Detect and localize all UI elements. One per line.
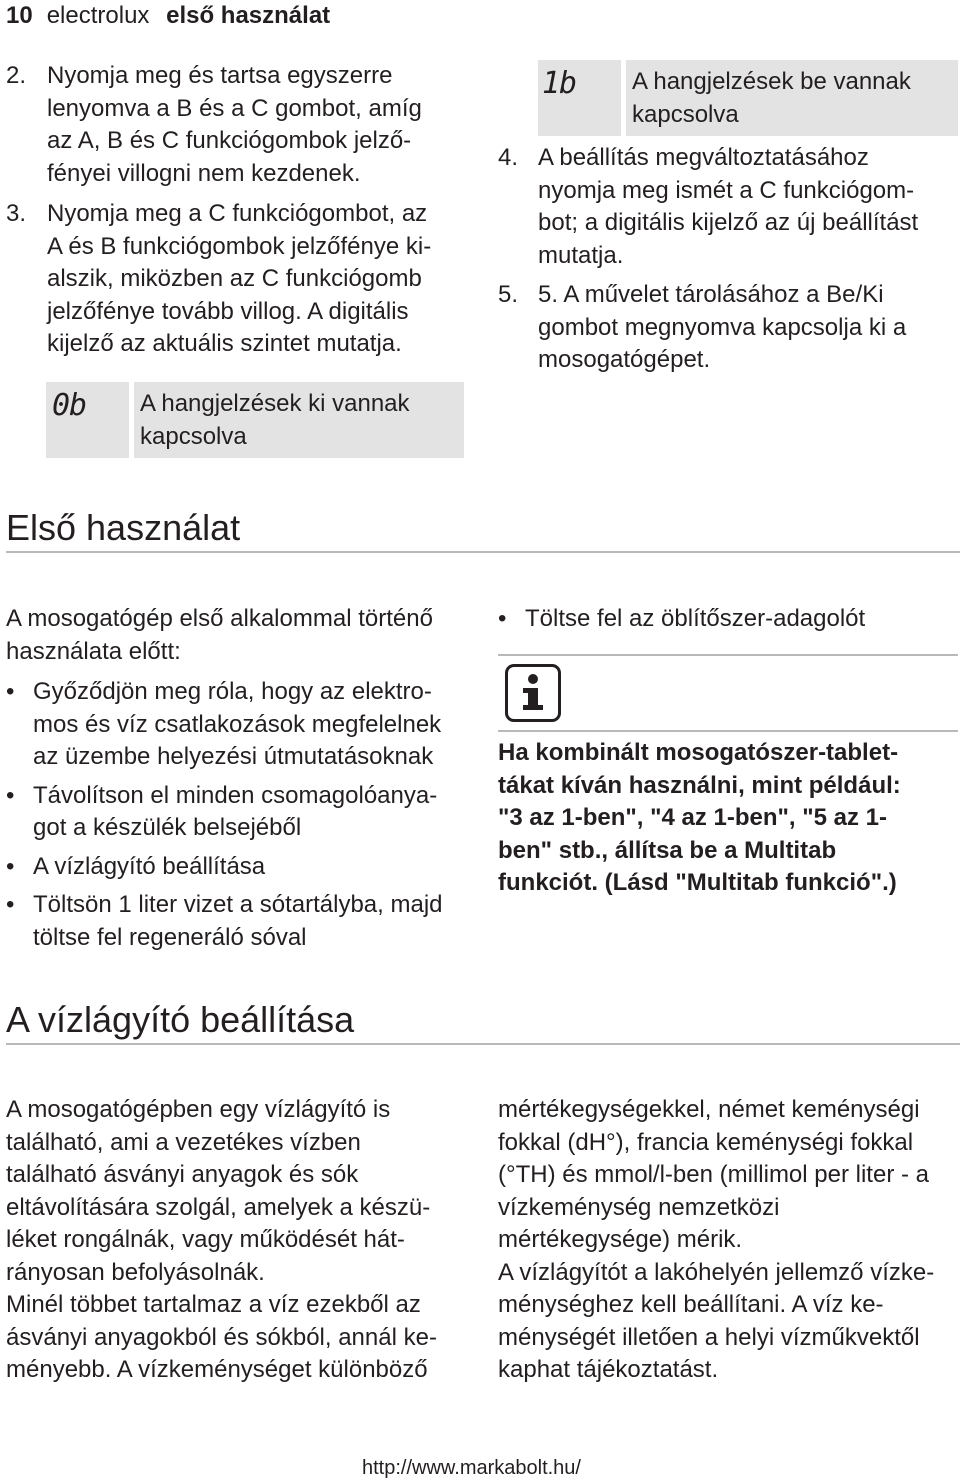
rinse-aid-item bbox=[498, 603, 960, 636]
page-header bbox=[6, 0, 330, 32]
list-item-line: az üzembe helyezési útmutatásoknak bbox=[33, 743, 434, 770]
sound-off-text: kapcsolva bbox=[140, 422, 247, 450]
note-line: tákat kíván használni, mint például: bbox=[498, 771, 901, 799]
list-item-line: • Töltse fel az öblítőszer-adagolót bbox=[525, 605, 866, 632]
step-3-line: A és B funkciógombok jelzőfénye ki- bbox=[47, 232, 432, 260]
paragraph-line: A vízlágyítót a lakóhelyén jellemző vízke- bbox=[498, 1258, 935, 1286]
step-5-number: 5. bbox=[498, 281, 519, 308]
list-item-line: mos és víz csatlakozások megfelelnek bbox=[33, 710, 442, 738]
step-4 bbox=[498, 142, 958, 272]
section-divider bbox=[6, 1043, 960, 1045]
sound-on-box bbox=[538, 60, 958, 136]
paragraph-line: ásványi anyagokból és sókból, annál ke- bbox=[6, 1323, 437, 1351]
step-3-line: alszik, miközben az C funkciógomb bbox=[47, 265, 422, 292]
step-2-line: az A, B és C funkciógombok jelző- bbox=[47, 127, 412, 154]
section-label: első használat bbox=[166, 2, 331, 29]
list-item bbox=[6, 780, 472, 845]
step-2-number: 2. bbox=[6, 62, 27, 89]
sound-off-box bbox=[46, 382, 464, 458]
text-cell bbox=[134, 382, 464, 458]
step-5-line: gombot megnyomva kapcsolja ki a bbox=[538, 313, 907, 341]
list-item-line: • Töltsön 1 liter vizet a sótartályba, majd bbox=[33, 891, 443, 918]
step-3-line: kijelző az aktuális szintet mutatja. bbox=[47, 330, 402, 357]
paragraph-line: léket rongálnák, vagy működését hát- bbox=[6, 1226, 405, 1253]
paragraph-line: mértékegységekkel, német keménységi bbox=[498, 1096, 920, 1123]
brand-name: electrolux bbox=[46, 2, 150, 29]
paragraph-line: ménységét illetően a helyi vízműkvektől bbox=[498, 1323, 920, 1351]
list-item bbox=[6, 851, 472, 884]
intro-line: A mosogatógép első alkalommal történő bbox=[6, 605, 433, 632]
page-number: 10 bbox=[6, 2, 33, 29]
list-item-line: • Távolítson el minden csomagolóanya- bbox=[33, 781, 438, 809]
paragraph-line: kaphat tájékoztatást. bbox=[498, 1356, 719, 1383]
paragraph-line: eltávolítására szolgál, amelyek a készü- bbox=[6, 1193, 431, 1221]
list-item-line: got a készülék belsejéből bbox=[33, 814, 302, 841]
footer-url[interactable]: http://www.markabolt.hu/ bbox=[362, 1457, 581, 1479]
water-softener-left-column bbox=[6, 1094, 472, 1387]
step-4-line: bot; a digitális kijelző az új beállítást bbox=[538, 209, 919, 236]
step-2-line: fényei villogni nem kezdenek. bbox=[47, 159, 361, 187]
water-softener-right-column bbox=[498, 1094, 960, 1387]
list-item-line: • Győződjön meg róla, hogy az elektro- bbox=[33, 678, 432, 705]
info-icon bbox=[505, 664, 561, 722]
step-3 bbox=[6, 198, 466, 361]
step-3-line: Nyomja meg a C funkciógombot, az bbox=[47, 200, 428, 227]
text-cell bbox=[626, 60, 958, 136]
note-line: ben" stb., állítsa be a Multitab bbox=[498, 836, 837, 864]
note-line: Ha kombinált mosogatószer-tablet- bbox=[498, 739, 899, 766]
step-5 bbox=[498, 279, 958, 377]
section-title-first-use: Első használat bbox=[6, 507, 241, 548]
step-4-line: nyomja meg ismét a C funkciógom- bbox=[538, 176, 915, 204]
paragraph-line: Minél többet tartalmaz a víz ezekből az bbox=[6, 1291, 421, 1318]
list-item bbox=[6, 889, 472, 954]
paragraph-line: mértékegysége) mérik. bbox=[498, 1226, 743, 1253]
list-item-line: töltse fel regeneráló sóval bbox=[33, 923, 307, 951]
multitab-note bbox=[498, 737, 960, 900]
section-divider bbox=[6, 551, 960, 553]
paragraph-line: (°TH) és mmol/l-ben (millimol per liter - a bbox=[498, 1161, 929, 1188]
paragraph-line: fokkal (dH°), francia keménységi fokkal bbox=[498, 1128, 914, 1156]
info-divider-top bbox=[498, 654, 958, 656]
sound-off-text: A hangjelzések ki vannak bbox=[140, 390, 410, 417]
step-4-line: A beállítás megváltoztatásához bbox=[538, 144, 869, 171]
note-line: funkciót. (Lásd "Multitab funkció".) bbox=[498, 869, 897, 896]
note-line: "3 az 1-ben", "4 az 1-ben", "5 az 1- bbox=[498, 804, 888, 831]
step-4-line: mutatja. bbox=[538, 241, 624, 269]
display-cell bbox=[538, 60, 621, 136]
intro-line: használata előtt: bbox=[6, 637, 181, 665]
paragraph-line: ményebb. A vízkeménységet különböző bbox=[6, 1356, 428, 1383]
list-item-line: • A vízlágyító beállítása bbox=[33, 852, 266, 880]
paragraph-line: található, ami a vezetékes vízben bbox=[6, 1128, 361, 1156]
sound-on-text: kapcsolva bbox=[632, 100, 739, 128]
digital-display-off: 0b bbox=[52, 388, 87, 423]
paragraph-line: ménységhez kell beállítani. A víz ke- bbox=[498, 1291, 884, 1318]
first-use-left-column bbox=[6, 603, 472, 954]
info-divider-bottom bbox=[498, 730, 958, 732]
display-cell bbox=[46, 382, 129, 458]
step-4-number: 4. bbox=[498, 144, 519, 171]
step-3-number: 3. bbox=[6, 200, 27, 227]
section-title-water-softener: A vízlágyító beállítása bbox=[6, 999, 355, 1040]
step-2 bbox=[6, 60, 466, 190]
sound-on-text: A hangjelzések be vannak bbox=[632, 68, 911, 95]
paragraph-line: A mosogatógépben egy vízlágyító is bbox=[6, 1096, 391, 1123]
step-2-line: Nyomja meg és tartsa egyszerre bbox=[47, 62, 393, 89]
step-3-line: jelzőfénye tovább villog. A digitális bbox=[47, 297, 409, 325]
list-item bbox=[6, 676, 472, 774]
digital-display-on: 1b bbox=[542, 66, 577, 101]
paragraph-line: található ásványi anyagok és sók bbox=[6, 1161, 359, 1188]
paragraph-line: vízkeménység nemzetközi bbox=[498, 1193, 780, 1221]
paragraph-line: rányosan befolyásolnák. bbox=[6, 1258, 265, 1286]
step-5-line: 5. A művelet tárolásához a Be/Ki bbox=[538, 281, 884, 308]
step-2-line: lenyomva a B és a C gombot, amíg bbox=[47, 94, 422, 122]
step-5-line: mosogatógépet. bbox=[538, 346, 711, 373]
